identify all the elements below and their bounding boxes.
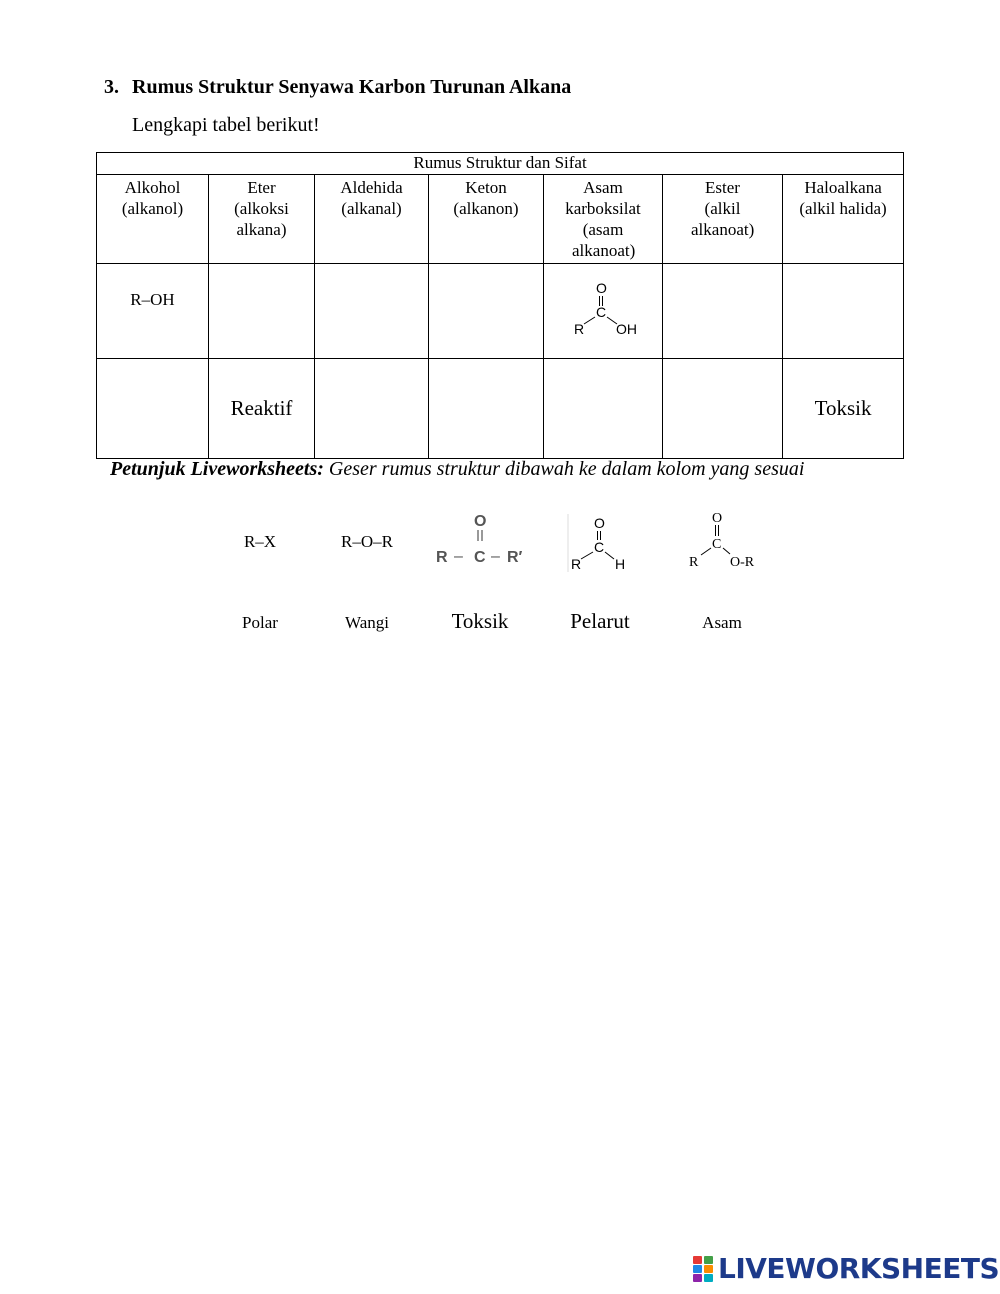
svg-text:O: O	[474, 513, 487, 530]
col-header-ester: Ester (alkil alkanoat)	[663, 175, 783, 264]
liveworksheets-logo	[692, 1252, 999, 1286]
draggable-formula-aldehida[interactable]	[565, 512, 635, 579]
question-title	[104, 76, 571, 99]
carboxylic-acid-structure	[558, 279, 648, 339]
svg-text:–: –	[454, 548, 463, 565]
draggable-property-toksik[interactable]: Toksik	[451, 609, 509, 633]
col-header-aldehida: Aldehida (alkanal)	[315, 175, 429, 264]
draggable-property-pelarut[interactable]: Pelarut	[570, 609, 630, 633]
draggable-property-wangi[interactable]: Wangi	[345, 613, 389, 632]
liveworksheets-logo-text: LIVEWORKSHEETS	[718, 1252, 1000, 1285]
svg-text:R′: R′	[507, 549, 523, 566]
col-header-eter: Eter (alkoksi alkana)	[209, 175, 315, 264]
liveworksheets-logo-icon	[692, 1254, 714, 1284]
drop-zone-property-aldehida[interactable]	[315, 359, 429, 459]
question-number: 3.	[104, 76, 119, 98]
col-header-keton: Keton (alkanon)	[429, 175, 544, 264]
svg-text:OH: OH	[616, 320, 637, 337]
svg-text:R: R	[571, 556, 582, 572]
svg-text:O: O	[712, 511, 723, 526]
formula-alkohol: R–OH	[130, 290, 175, 309]
svg-text:R: R	[436, 549, 448, 566]
drop-zone-formula-aldehida[interactable]	[315, 264, 429, 359]
drop-zone-property-asam-karboksilat[interactable]	[544, 359, 663, 459]
draggable-formula-rx[interactable]: R–X	[243, 532, 277, 551]
draggable-formula-ror[interactable]: R–O–R	[341, 532, 393, 551]
formula-cell-asam-karboksilat	[544, 264, 663, 359]
svg-text:R: R	[574, 320, 585, 337]
drop-zone-property-alkohol[interactable]	[97, 359, 209, 459]
col-header-asam-karboksilat: Asam karboksilat (asam alkanoat)	[544, 175, 663, 264]
svg-text:H: H	[615, 556, 626, 572]
table-caption: Rumus Struktur dan Sifat	[97, 153, 904, 175]
svg-text:O: O	[596, 279, 607, 296]
svg-text:C: C	[474, 549, 486, 566]
svg-text:O: O	[594, 515, 605, 531]
drop-zone-formula-ester[interactable]	[663, 264, 783, 359]
drop-zone-formula-eter[interactable]	[209, 264, 315, 359]
hint-text: Geser rumus struktur dibawah ke dalam kolom yang sesuai	[328, 458, 805, 480]
structure-table	[96, 152, 904, 459]
drop-zone-formula-alkohol[interactable]	[97, 264, 209, 359]
svg-text:C: C	[712, 537, 722, 552]
question-title-text: Rumus Struktur Senyawa Karbon Turunan Alkana	[132, 76, 572, 98]
col-header-alkohol: Alkohol (alkanol)	[97, 175, 209, 264]
drop-zone-property-ester[interactable]	[663, 359, 783, 459]
drop-zone-formula-haloalkana[interactable]	[783, 264, 904, 359]
aldehyde-structure	[565, 512, 635, 574]
property-haloalkana: Toksik	[783, 359, 904, 459]
svg-text:O-R: O-R	[730, 555, 755, 570]
ketone-structure	[430, 510, 530, 570]
svg-text:–: –	[491, 548, 500, 565]
hint-label: Petunjuk Liveworksheets:	[110, 458, 324, 480]
svg-text:C: C	[594, 539, 605, 555]
property-eter: Reaktif	[209, 359, 315, 459]
liveworksheets-hint	[110, 458, 804, 481]
svg-text:R: R	[689, 555, 699, 570]
draggable-formula-ester[interactable]	[677, 508, 767, 575]
svg-text:C: C	[596, 303, 607, 320]
draggable-formula-keton[interactable]	[430, 510, 530, 575]
col-header-haloalkana: Haloalkana (alkil halida)	[783, 175, 904, 264]
draggable-property-asam[interactable]: Asam	[702, 613, 742, 632]
draggable-property-polar[interactable]: Polar	[242, 613, 278, 632]
ester-structure	[677, 508, 767, 570]
drop-zone-formula-keton[interactable]	[429, 264, 544, 359]
drop-zone-property-keton[interactable]	[429, 359, 544, 459]
question-instruction: Lengkapi tabel berikut!	[132, 114, 320, 136]
